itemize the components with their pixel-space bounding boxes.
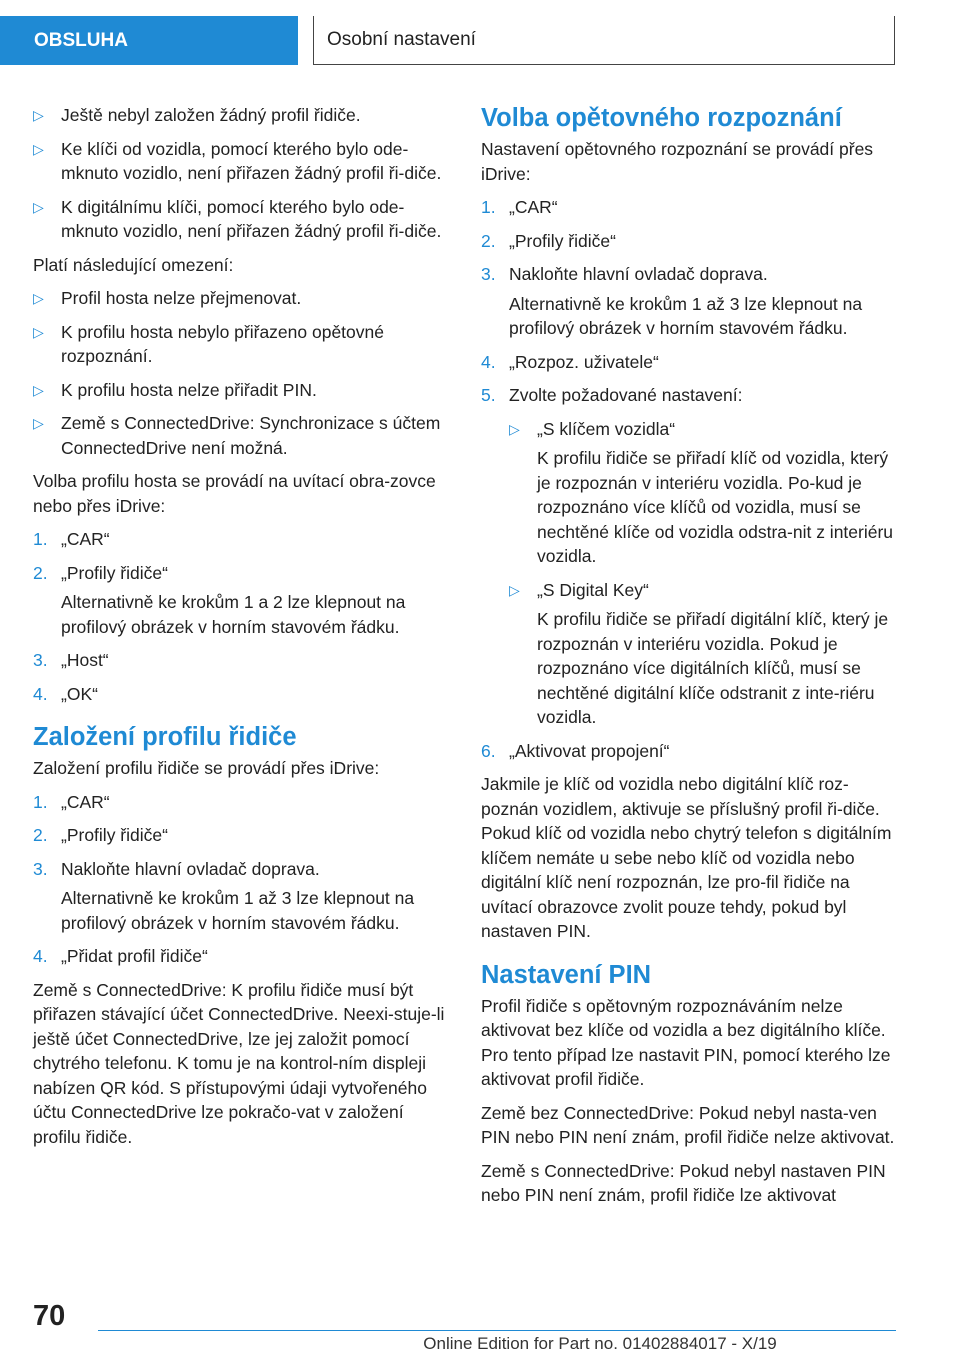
step-number: 4. [33, 683, 48, 704]
option-description: K profilu řidiče se přiřadí klíč od vozidla, který je rozpoznán v interiéru vozidla. Po‐kud je rozpoznáno více klíčů od vozidla, musí se nechtěné klíče od vozidla odstra‐nit z interiéru vozidla. [537, 448, 894, 566]
list-item: ▷ K digitálnímu klíči, pomocí kterého bylo ode‐mknuto vozidlo, není přiřazen žádný profil ři‐diče. [33, 196, 442, 241]
step-item: 1. „CAR“ [33, 527, 449, 552]
footer-divider [98, 1330, 896, 1331]
bullet-icon: ▷ [33, 415, 44, 431]
step-item: 6. „Aktivovat propojení“ [481, 739, 897, 764]
list-item: ▷ „S klíčem vozidla“ [509, 417, 897, 442]
section-heading: Nastavení PIN [481, 960, 652, 989]
page-header-title: Osobní nastavení [313, 16, 895, 65]
create-intro: Založení profilu řidiče se provádí přes iDrive: [33, 758, 380, 778]
footer-text: Online Edition for Part no. 01402884017 - X/19 [423, 1334, 777, 1353]
step-note: Alternativně ke krokům 1 a 2 lze klepnout na profilový obrázek v horním stavovém řádku. [61, 592, 406, 637]
pin-paragraph: Země s ConnectedDrive: Pokud nebyl nastaven PIN nebo PIN není znám, profil řidiče lze aktivovat [481, 1160, 886, 1205]
bullet-icon: ▷ [509, 581, 520, 598]
restrictions-intro: Platí následující omezení: [33, 254, 234, 275]
recog-paragraph: Jakmile je klíč od vozidla nebo digitální klíč roz‐poznán vozidlem, aktivuje se příslušný profil ři‐diče. Pokud klíč od vozidla nebo chytrý telefon s digitálním klíčem nemáte u sebe nebo klíč od vozidla nebo digitální klíč není rozpoznán, lze pro‐fil řidiče na uvítací obrazovce zvolit pouze tehdy, pokud byl nastaven PIN. [481, 774, 892, 941]
list-item: ▷ K profilu hosta nebylo přiřazeno opětovné rozpoznání. [33, 321, 384, 366]
recog-intro: Nastavení opětovného rozpoznání se provádí přes iDrive: [481, 139, 874, 184]
step-item: 2. „Profily řidiče“ [33, 823, 449, 848]
bullet-icon: ▷ [509, 420, 520, 437]
step-number: 4. [481, 351, 496, 372]
step-note: Alternativně ke krokům 1 až 3 lze klepnout na profilový obrázek v horním stavovém řádku. [509, 293, 863, 338]
step-item: 3. Nakloňte hlavní ovladač doprava. [33, 857, 449, 882]
option-description: K profilu řidiče se přiřadí digitální klíč, který je rozpoznán v interiéru vozidla. Pokud je rozpoznáno více digitálních klíčů, musí se nechtěné digitální klíče odstranit z inte‐riéru vozidla. [537, 609, 889, 727]
step-item: 1. „CAR“ [481, 195, 897, 220]
bullet-icon: ▷ [33, 290, 44, 306]
step-item: 1. „CAR“ [33, 790, 449, 815]
step-item: 4. „Přidat profil řidiče“ [33, 944, 449, 969]
page-number: 70 [33, 1300, 66, 1332]
bullet-icon: ▷ [33, 323, 44, 340]
section-heading: Založení profilu řidiče [33, 723, 297, 751]
create-paragraph: Země s ConnectedDrive: K profilu řidiče musí být přiřazen stávající účet ConnectedDrive. Neexi‐stuje-li ještě účet ConnectedDrive, lze jej založit pomocí chytrého telefonu. K tomu je na kontrol‐ním displeji nabízen QR kód. S přístupovými údaji vytvořeného účtu ConnectedDrive lze pokračo‐vat v založení profilu řidiče. [33, 979, 445, 1147]
left-column [33, 103, 449, 1158]
step-number: 4. [33, 946, 48, 966]
bullet-icon: ▷ [33, 107, 44, 123]
guest-intro: Volba profilu hosta se provádí na uvítací obra‐zovce nebo přes iDrive: [33, 471, 436, 516]
list-item: ▷ Ještě nebyl založen žádný profil řidiče. [33, 103, 449, 128]
bullet-icon: ▷ [33, 198, 44, 215]
step-number: 2. [481, 230, 496, 251]
list-item: ▷ K profilu hosta nelze přiřadit PIN. [33, 378, 449, 403]
step-number: 3. [33, 650, 48, 670]
step-item: 4. „OK“ [33, 682, 449, 707]
bullet-icon: ▷ [33, 140, 44, 157]
step-item: 3. „Host“ [33, 648, 449, 673]
pin-paragraph: Země bez ConnectedDrive: Pokud nebyl nasta‐ven PIN nebo PIN není znám, profil řidiče nelze aktivovat. [481, 1102, 895, 1147]
right-column [481, 103, 897, 1217]
step-number: 1. [33, 529, 48, 549]
step-number: 2. [33, 562, 48, 583]
list-item: ▷ Ke klíči od vozidla, pomocí kterého bylo ode‐mknuto vozidlo, není přiřazen žádný profil ři‐diče. [33, 138, 442, 183]
pin-paragraph: Profil řidiče s opětovným rozpoznáváním nelze aktivovat bez klíče od vozidla a bez digitálního klíče. Pro tento případ lze nastavit PIN, pomocí kterého lze aktivovat profil řidiče. [481, 995, 891, 1089]
bullet-icon: ▷ [33, 381, 44, 398]
step-number: 6. [481, 740, 496, 761]
step-item: 2. „Profily řidiče“ [481, 229, 897, 254]
step-number: 2. [33, 825, 48, 845]
list-item: ▷ Profil hosta nelze přejmenovat. [33, 286, 449, 311]
step-number: 3. [481, 264, 496, 284]
list-item: ▷ „S Digital Key“ [509, 578, 897, 603]
step-item: 2. „Profily řidiče“ [33, 561, 449, 586]
list-item: ▷ Země s ConnectedDrive: Synchronizace s účtem ConnectedDrive není možná. [33, 413, 441, 458]
step-item: 4. „Rozpoz. uživatele“ [481, 350, 897, 375]
section-tab: OBSLUHA [0, 16, 298, 65]
step-number: 5. [481, 385, 496, 405]
step-item: 5. Zvolte požadované nastavení: [481, 383, 897, 408]
step-number: 1. [33, 791, 48, 812]
section-heading: Volba opětovného rozpoznání [481, 104, 842, 132]
step-number: 3. [33, 858, 48, 879]
step-number: 1. [481, 197, 496, 217]
step-item: 3. Nakloňte hlavní ovladač doprava. [481, 262, 897, 287]
step-note: Alternativně ke krokům 1 až 3 lze klepnout na profilový obrázek v horním stavovém řádku. [61, 888, 415, 933]
